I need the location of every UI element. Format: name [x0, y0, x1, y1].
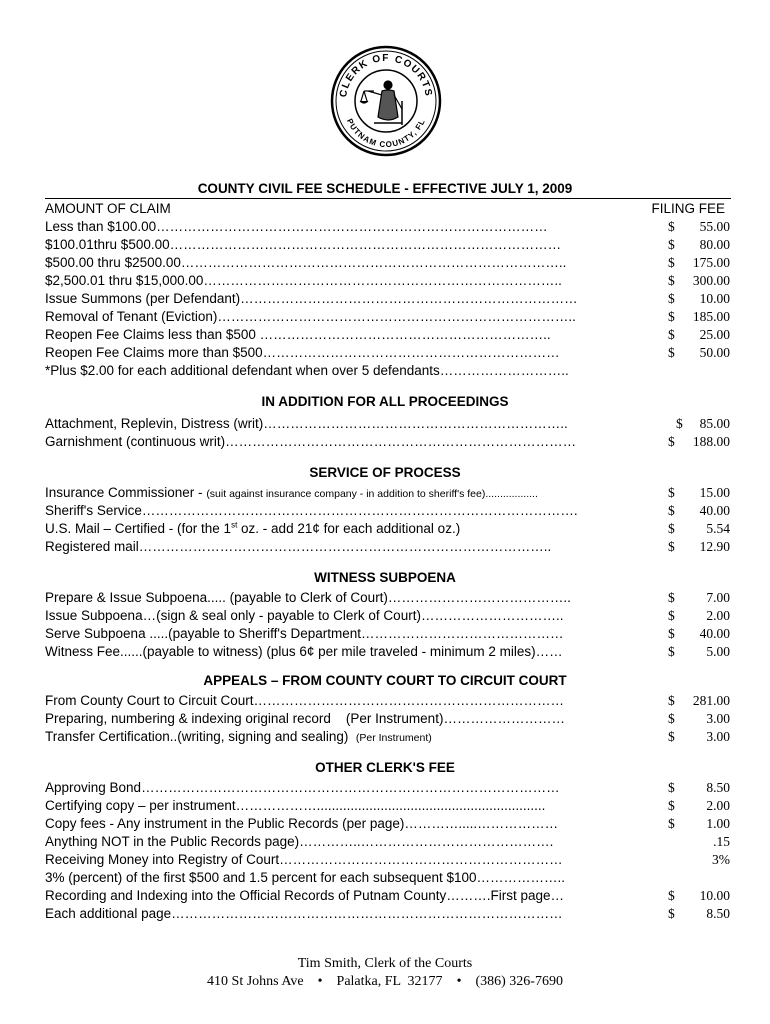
svg-text:PUTNAM COUNTY, FL	[345, 117, 427, 149]
fee-label: Recording and Indexing into the Official Records of Putnam County……….First page…	[45, 888, 565, 903]
fee-row	[45, 218, 730, 236]
fee-row	[45, 236, 730, 254]
bullet-icon: •	[456, 974, 462, 989]
fee-currency: $	[668, 888, 675, 903]
fee-row	[45, 433, 730, 451]
fee-amount: 80.00	[699, 237, 730, 252]
fee-row	[45, 254, 730, 272]
bullet-icon: •	[317, 974, 323, 989]
fee-currency: $	[668, 816, 675, 831]
fee-row	[45, 326, 730, 344]
fee-currency: $	[668, 327, 675, 342]
fee-currency: $	[668, 434, 675, 449]
percent-note-text: 3% (percent) of the first $500 and 1.5 percent for each subsequent $100………………..	[45, 870, 566, 885]
fee-row	[45, 833, 730, 851]
fee-label: Issue Subpoena…(sign & seal only - payable to Clerk of Court)…………………………..	[45, 608, 564, 623]
fee-label: Reopen Fee Claims less than $500 ………………………………………………………..	[45, 327, 551, 342]
fee-label: Certifying copy – per instrument……………….............................................................	[45, 798, 546, 813]
insurance-commissioner-note: (suit against insurance company - in addition to sheriff's fee)..................	[206, 488, 538, 500]
fee-currency: $	[668, 255, 675, 270]
fee-currency: $	[668, 711, 675, 726]
fee-amount: 2.00	[706, 608, 730, 623]
fee-currency: $	[668, 521, 675, 536]
fee-row	[45, 538, 730, 556]
footer-city: Palatka, FL 32177	[336, 974, 443, 989]
fee-label: Registered mail………………………………………………………………………………..	[45, 539, 552, 554]
fee-label: Removal of Tenant (Eviction)……………………………………………………………………..	[45, 309, 576, 324]
fee-row	[45, 520, 730, 538]
fee-currency: $	[668, 237, 675, 252]
section-heading-additional: IN ADDITION FOR ALL PROCEEDINGS	[261, 394, 509, 409]
fee-currency: $	[668, 273, 675, 288]
fee-currency: $	[668, 798, 675, 813]
fee-label: Copy fees - Any instrument in the Public Records (per page)………….....………………	[45, 816, 559, 831]
footer-address-line	[45, 974, 725, 990]
fee-amount: 8.50	[706, 906, 730, 921]
fee-label: Garnishment (continuous writ)……………………………………………………………………	[45, 434, 577, 449]
fee-row	[45, 484, 730, 502]
fee-currency: $	[668, 345, 675, 360]
fee-row	[45, 415, 730, 433]
claims-note	[45, 362, 730, 380]
fee-amount: 50.00	[699, 345, 730, 360]
fee-label: Preparing, numbering & indexing original record (Per Instrument)………………………	[45, 711, 565, 726]
per-instrument-note: (Per Instrument)	[355, 732, 432, 744]
percent-note	[45, 869, 730, 887]
fee-label: From County Court to Circuit Court……………………………………………………………	[45, 693, 565, 708]
fee-label: Prepare & Issue Subpoena..... (payable to Clerk of Court)…………………………………..	[45, 590, 571, 605]
insurance-commissioner-label: Insurance Commissioner -	[45, 485, 207, 500]
us-mail-label: U.S. Mail – Certified - (for the 1	[45, 521, 232, 536]
fee-amount: 2.00	[706, 798, 730, 813]
fee-amount: 175.00	[692, 255, 730, 270]
fee-label: Witness Fee......(payable to witness) (plus 6¢ per mile traveled - minimum 2 miles)……	[45, 644, 563, 659]
fee-label: Approving Bond…………………………………………………………………………………	[45, 780, 560, 795]
fee-row	[45, 797, 730, 815]
fee-currency: $	[668, 644, 675, 659]
fee-row	[45, 728, 730, 746]
us-mail-label-rest: oz. - add 21¢ for each additional oz.)	[237, 521, 461, 536]
fee-label: Receiving Money into Registry of Court………………………………………………………	[45, 852, 563, 867]
section-heading-other: OTHER CLERK'S FEE	[315, 760, 455, 775]
fee-amount: 7.00	[706, 590, 730, 605]
fee-currency: $	[668, 485, 675, 500]
footer-address: 410 St Johns Ave	[207, 974, 304, 989]
fee-amount: 40.00	[699, 626, 730, 641]
fee-row	[45, 887, 730, 905]
fee-row	[45, 643, 730, 661]
fee-label: $2,500.01 thru $15,000.00……………………………………………………………………..	[45, 273, 562, 288]
fee-amount: 12.90	[699, 539, 730, 554]
fee-amount: .15	[713, 834, 730, 849]
fee-label: Reopen Fee Claims more than $500…………………………………………………………	[45, 345, 560, 360]
section-heading-witness: WITNESS SUBPOENA	[314, 570, 456, 585]
fee-currency: $	[668, 291, 675, 306]
fee-currency: $	[668, 503, 675, 518]
fee-label	[45, 520, 630, 538]
transfer-certification-label: Transfer Certification..(writing, signing and sealing)	[45, 729, 356, 744]
fee-currency: $	[668, 906, 675, 921]
fee-label: Anything NOT in the Public Records page)…………..…………………………………….	[45, 834, 554, 849]
fee-currency: $	[668, 693, 675, 708]
amount-of-claim-header: AMOUNT OF CLAIM	[45, 201, 171, 216]
fee-label: $100.01thru $500.00……………………………………………………………………………	[45, 237, 562, 252]
section-heading-service: SERVICE OF PROCESS	[309, 465, 461, 480]
section-heading-appeals: APPEALS – FROM COUNTY COURT TO CIRCUIT COURT	[203, 673, 567, 688]
fee-label	[45, 728, 630, 747]
fee-row	[45, 502, 730, 520]
fee-amount: 15.00	[699, 485, 730, 500]
fee-amount: 1.00	[706, 816, 730, 831]
fee-amount: 300.00	[692, 273, 730, 288]
fee-row	[45, 625, 730, 643]
document-title: COUNTY CIVIL FEE SCHEDULE - EFFECTIVE JULY 1, 2009	[197, 181, 573, 196]
fee-amount: 3.00	[706, 729, 730, 744]
fee-row	[45, 272, 730, 290]
fee-label: Issue Summons (per Defendant)…………………………………………………………………	[45, 291, 578, 306]
fee-currency: $	[668, 729, 675, 744]
fee-amount: 8.50	[706, 780, 730, 795]
fee-currency: $	[668, 590, 675, 605]
fee-currency: $	[668, 608, 675, 623]
fee-amount: 5.54	[706, 521, 730, 536]
fee-label: Serve Subpoena .....(payable to Sheriff's Department………………………………………	[45, 626, 564, 641]
fee-label	[45, 484, 630, 503]
fee-amount: 55.00	[699, 219, 730, 234]
fee-amount: 10.00	[699, 888, 730, 903]
fee-row	[45, 344, 730, 362]
fee-row	[45, 815, 730, 833]
fee-row	[45, 607, 730, 625]
lady-justice-icon	[360, 81, 402, 125]
fee-amount: 40.00	[699, 503, 730, 518]
fee-amount: 281.00	[692, 693, 730, 708]
fee-amount: 85.00	[699, 416, 730, 431]
fee-currency: $	[668, 780, 675, 795]
claims-note-text: *Plus $2.00 for each additional defendant when over 5 defendants………………………..	[45, 363, 569, 378]
fee-row	[45, 308, 730, 326]
title-divider	[45, 198, 731, 199]
fee-currency: $	[668, 309, 675, 324]
fee-label: $500.00 thru $2500.00…………………………………………………………………………..	[45, 255, 567, 270]
fee-amount: 188.00	[692, 434, 730, 449]
fee-row	[45, 779, 730, 797]
fee-amount: 25.00	[699, 327, 730, 342]
fee-label: Less than $100.00……………………………………………………………………………	[45, 219, 548, 234]
fee-amount: 185.00	[692, 309, 730, 324]
fee-currency: $	[668, 539, 675, 554]
fee-row	[45, 589, 730, 607]
fee-amount: 5.00	[706, 644, 730, 659]
fee-row	[45, 905, 730, 923]
seal-bottom-text: PUTNAM COUNTY, FL	[344, 117, 428, 150]
fee-label: Sheriff's Service…………………………………………………………………………………….	[45, 503, 578, 518]
fee-currency: $	[668, 626, 675, 641]
fee-row	[45, 710, 730, 728]
footer-phone: (386) 326-7690	[475, 974, 563, 989]
filing-fee-header: FILING FEE	[651, 201, 725, 216]
fee-row	[45, 851, 730, 869]
fee-amount: 10.00	[699, 291, 730, 306]
seal-top-text: CLERK OF COURTS	[338, 53, 434, 99]
fee-row	[45, 692, 730, 710]
fee-row	[45, 290, 730, 308]
fee-label: Each additional page……………………………………………………………………………	[45, 906, 563, 921]
fee-amount: 3.00	[706, 711, 730, 726]
fee-currency: $	[668, 219, 675, 234]
fee-amount: 3%	[712, 852, 730, 867]
footer-clerk-name: Tim Smith, Clerk of the Courts	[297, 956, 473, 971]
us-mail-superscript: st	[231, 520, 238, 530]
fee-currency: $	[676, 416, 683, 431]
clerk-of-courts-seal	[330, 45, 442, 157]
fee-label: Attachment, Replevin, Distress (writ)…………………………………………………………..	[45, 416, 568, 431]
